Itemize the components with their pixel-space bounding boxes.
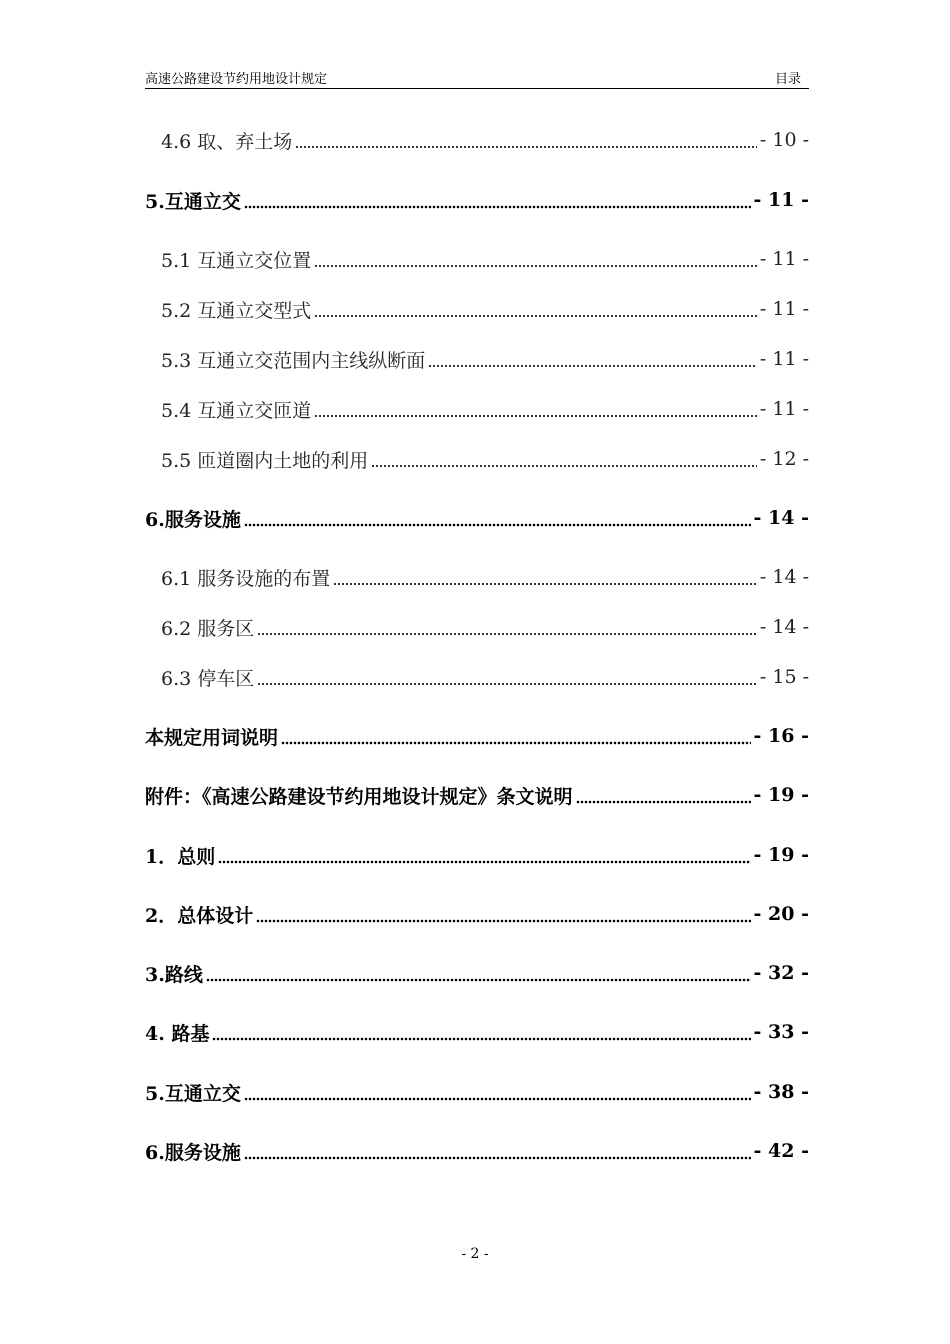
page-footer: [0, 1246, 950, 1262]
toc-entry-page: - 19 -: [753, 784, 809, 806]
toc-entry-label: 6.3 停车区: [161, 667, 255, 690]
toc-entry[interactable]: [145, 243, 809, 275]
toc-entry[interactable]: [145, 443, 809, 475]
toc-entry-label: 6.服务设施: [145, 508, 241, 531]
toc-entry-page: - 10 -: [759, 129, 809, 151]
toc-entry-page: - 16 -: [753, 725, 809, 747]
toc-entry-page: - 12 -: [759, 448, 809, 470]
toc-entry-page: - 11 -: [753, 189, 809, 211]
toc-entry-page: - 32 -: [753, 962, 809, 984]
toc-entry[interactable]: [145, 779, 809, 811]
toc-entry-page: - 11 -: [759, 348, 809, 370]
toc-entry[interactable]: [145, 184, 809, 216]
toc-entry[interactable]: [145, 393, 809, 425]
dot-leader: [257, 667, 757, 687]
dot-leader: [576, 785, 751, 805]
toc-entry-page: - 20 -: [753, 903, 809, 925]
dot-leader: [244, 1141, 751, 1161]
toc-entry-page: - 11 -: [759, 298, 809, 320]
toc-entry[interactable]: [145, 1135, 809, 1167]
dot-leader: [314, 249, 757, 269]
dot-leader: [218, 845, 750, 865]
toc-entry[interactable]: [145, 839, 809, 871]
toc-entry-page: - 15 -: [759, 666, 809, 688]
toc-entry-label: 1．总则: [145, 845, 216, 868]
toc-entry-label: 5.1 互通立交位置: [161, 249, 312, 272]
dot-leader: [295, 130, 757, 150]
dot-leader: [244, 190, 751, 210]
toc-entry-label: 6.2 服务区: [161, 617, 255, 640]
toc-entry-page: - 14 -: [759, 616, 809, 638]
toc-entry-label: 5.互通立交: [145, 190, 241, 213]
toc-entry-label: 5.2 互通立交型式: [161, 299, 312, 322]
toc-entry-page: - 33 -: [753, 1021, 809, 1043]
toc-entry-label: 5.3 互通立交范围内主线纵断面: [161, 349, 426, 372]
dot-leader: [428, 349, 757, 369]
dot-leader: [333, 567, 757, 587]
toc-entry[interactable]: [145, 957, 809, 989]
document-title: 高速公路建设节约用地设计规定: [145, 72, 328, 87]
section-name: 目录: [774, 72, 801, 87]
toc-entry-page: - 19 -: [753, 844, 809, 866]
toc-entry-label: 附件：《高速公路建设节约用地设计规定》条文说明: [145, 785, 573, 808]
toc-entry-label: 4.6 取、弃土场: [161, 130, 293, 153]
dot-leader: [212, 1022, 750, 1042]
toc-entry[interactable]: [145, 898, 809, 930]
toc-entry-label: 5.互通立交: [145, 1082, 241, 1105]
toc-entry[interactable]: [145, 561, 809, 593]
dot-leader: [371, 449, 757, 469]
toc-entry[interactable]: [145, 720, 809, 752]
dot-leader: [206, 963, 751, 983]
toc-entry-page: - 11 -: [759, 398, 809, 420]
toc-entry-label: 4. 路基: [145, 1022, 210, 1045]
toc-entry[interactable]: [145, 124, 809, 156]
dot-leader: [314, 299, 757, 319]
toc-entry-page: - 42 -: [753, 1140, 809, 1162]
toc-entry-label: 5.4 互通立交匝道: [161, 399, 312, 422]
toc-entry-label: 6.服务设施: [145, 1141, 241, 1164]
toc-entry-label: 3.路线: [145, 963, 203, 986]
toc-entry-page: - 14 -: [759, 566, 809, 588]
toc-entry-page: - 38 -: [753, 1081, 809, 1103]
toc-entry[interactable]: [145, 1016, 809, 1048]
toc-entry[interactable]: [145, 343, 809, 375]
toc-entry-label: 2．总体设计: [145, 904, 254, 927]
toc-entry-page: - 11 -: [759, 248, 809, 270]
toc-entry-label: 本规定用词说明: [145, 726, 279, 749]
dot-leader: [314, 399, 757, 419]
dot-leader: [257, 617, 757, 637]
dot-leader: [256, 904, 750, 924]
page-header: [145, 64, 809, 89]
toc-entry[interactable]: [145, 661, 809, 693]
toc-entry-page: - 14 -: [753, 507, 809, 529]
toc-entry-label: 5.5 匝道圈内土地的利用: [161, 449, 369, 472]
dot-leader: [244, 508, 751, 528]
toc-entry[interactable]: [145, 611, 809, 643]
dot-leader: [281, 726, 751, 746]
toc-entry-label: 6.1 服务设施的布置: [161, 567, 331, 590]
toc-entry[interactable]: [145, 293, 809, 325]
toc-entry[interactable]: [145, 1076, 809, 1108]
page-number: - 2 -: [461, 1246, 489, 1262]
toc-entry[interactable]: [145, 502, 809, 534]
dot-leader: [244, 1082, 751, 1102]
